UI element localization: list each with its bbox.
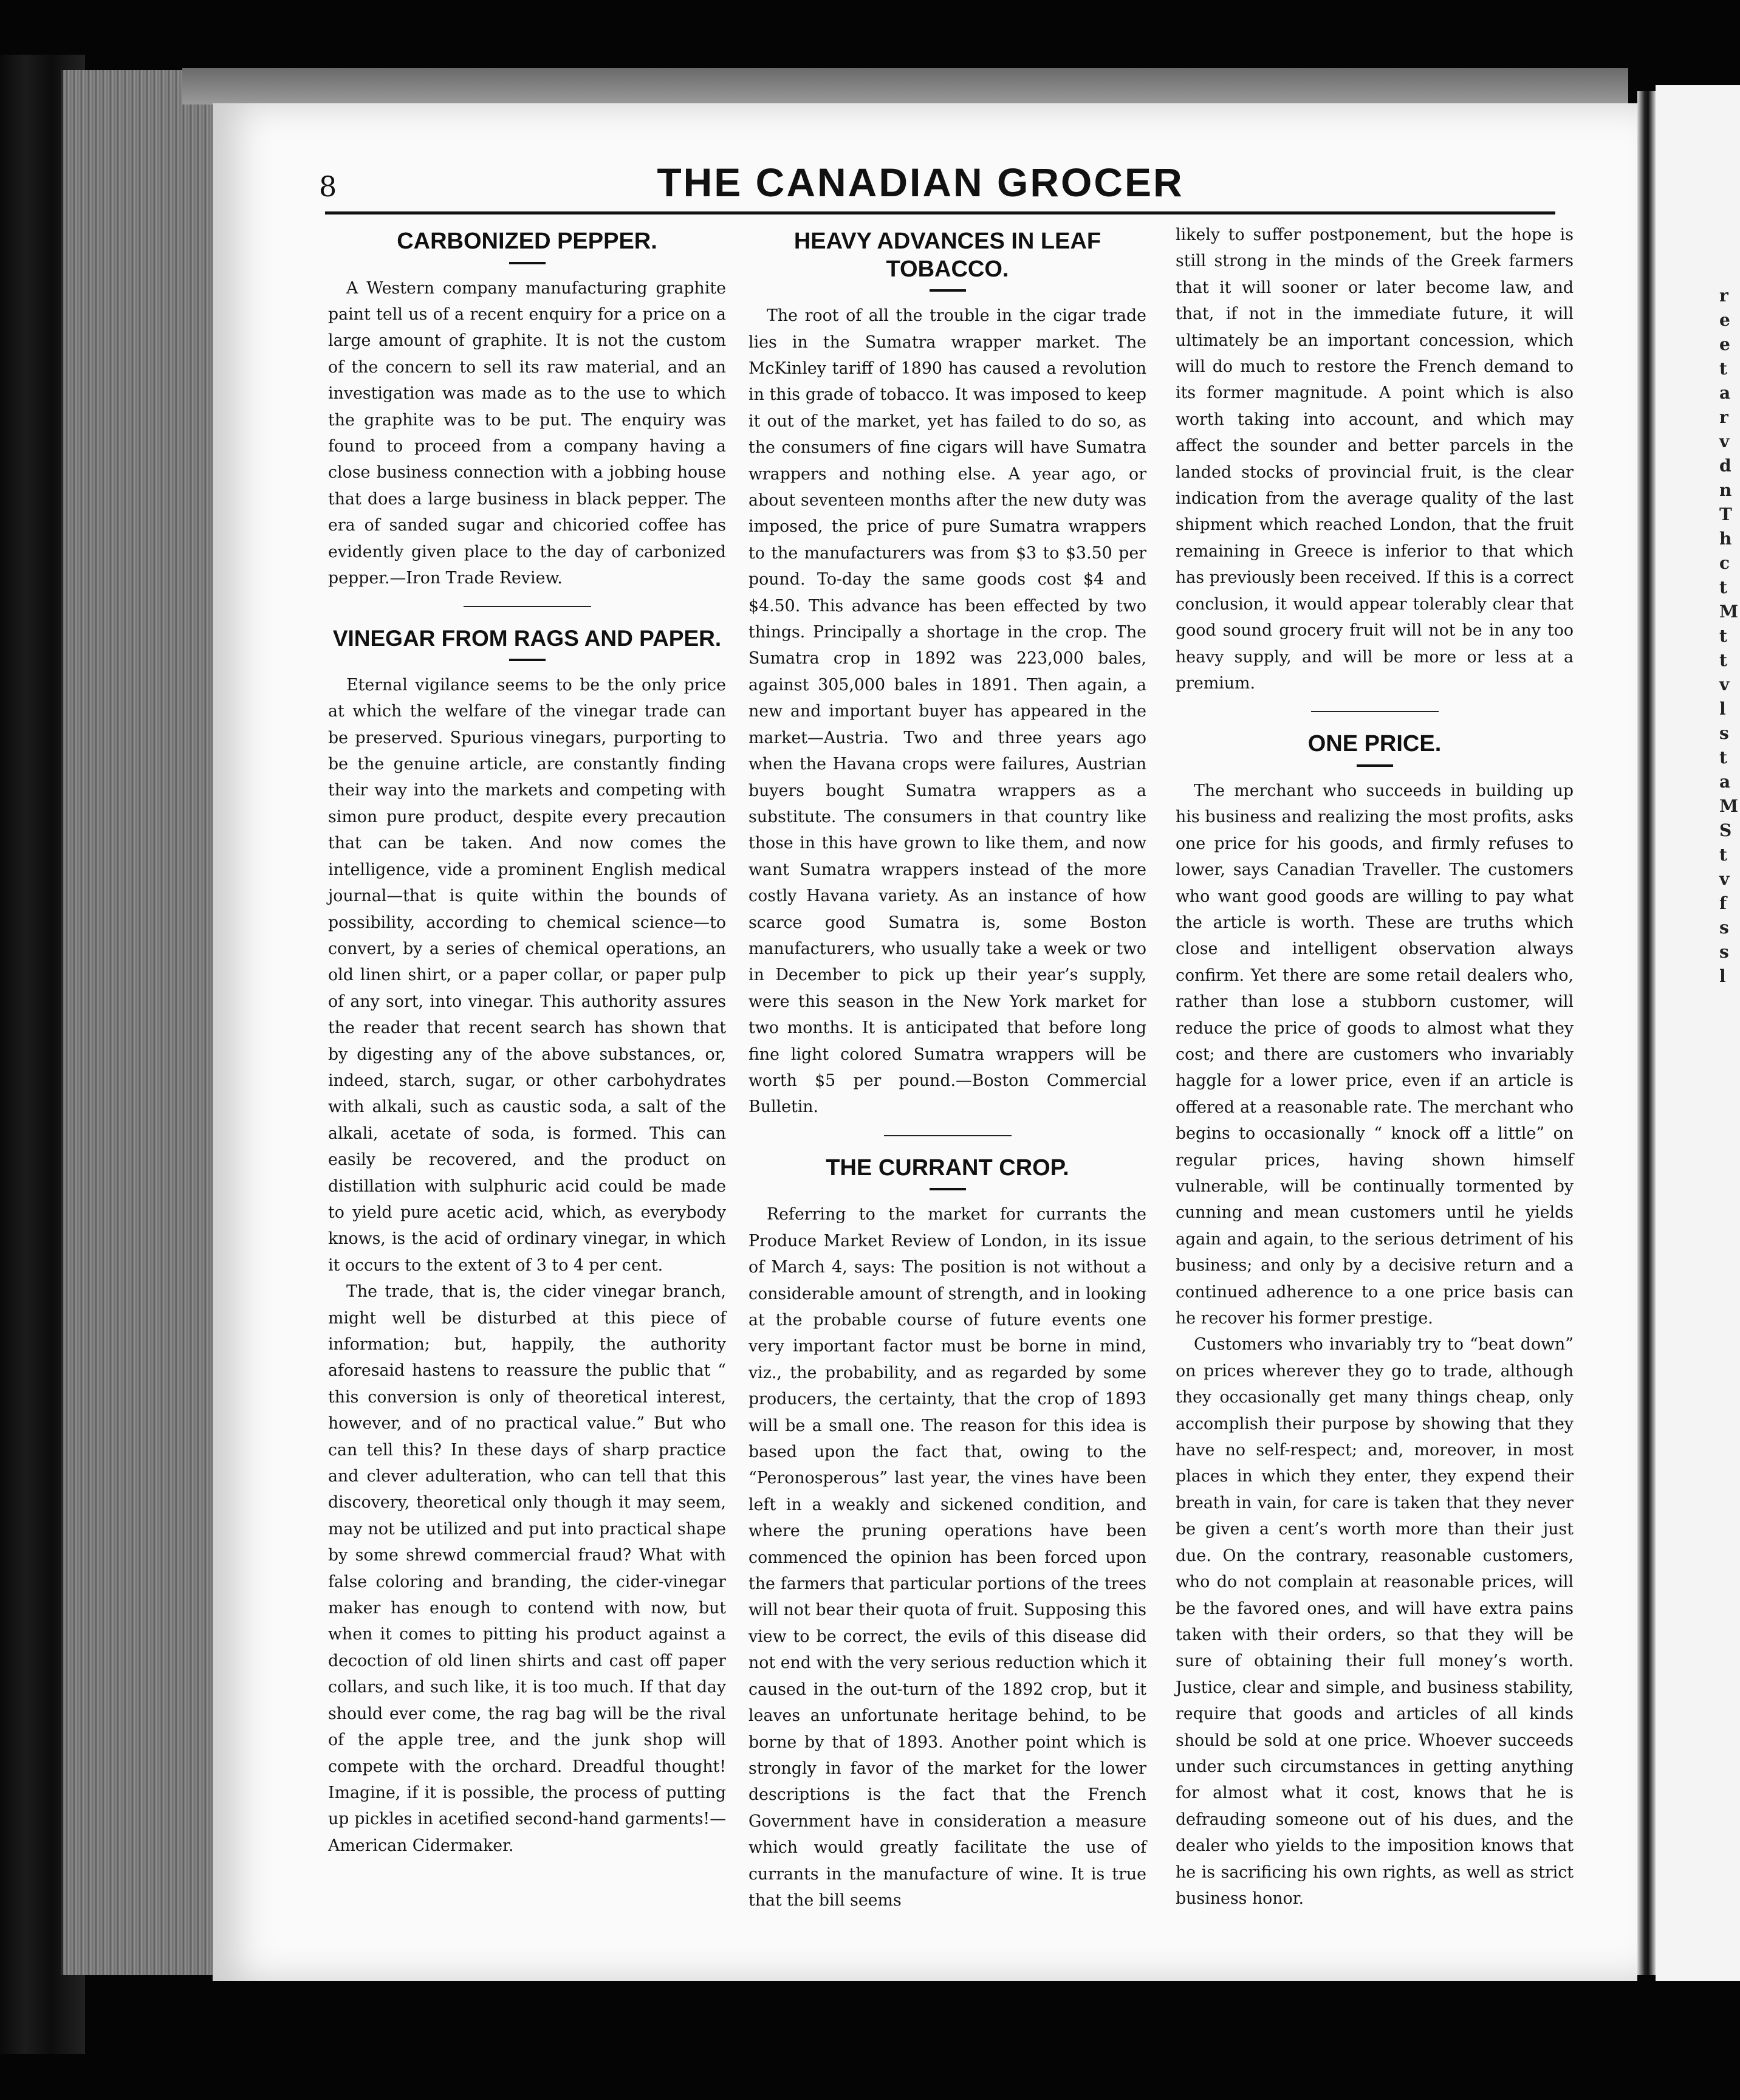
facing-page-letter: t <box>1719 650 1727 670</box>
facing-page-letter: t <box>1719 747 1727 767</box>
facing-page-letter: e <box>1719 334 1730 354</box>
facing-page-letter: s <box>1719 942 1729 962</box>
article-paragraph: Eternal vigilance seems to be the only price at which the welfare of the vinegar trade can be preserved. Spurious vinegars, purporting to be the genuine article, are constantly finding their way into the markets and competing with simon pure product, despite every precaution that can be taken. And now comes the intelligence, vide a prominent English medical journal—that is quite within the bounds of possibility, according to chemical science—to convert, by a series of chemical operations, an old linen shirt, or a paper collar, or paper pulp of any sort, into vinegar. This authority assures the reader that recent search has shown that by digesting any of the above substances, or, indeed, starch, sugar, or other carbohydrates with alkali, such as caustic soda, a salt of the alkali, acetate of soda, is formed. This can easily be recovered, and the product on distillation with sulphuric acid could be made to yield pure acetic acid, which, as everybody knows, is the acid of ordinary vinegar, in which it occurs to the extent of 3 to 4 per cent. <box>328 675 726 1275</box>
header-rule <box>325 211 1555 214</box>
facing-page-letter: a <box>1719 772 1731 792</box>
facing-page-letter: d <box>1719 456 1731 476</box>
facing-page-letter: v <box>1719 674 1730 695</box>
article-paragraph: The merchant who succeeds in building up his business and realizing the most profits, asks one price for his goods, and firmly refuses to lower, says Canadian Traveller. The customers who want good goods are willing to pay what the article is worth. These are truths which close and intelligent observation always confirm. Yet there are some retail dealers who, rather than lose a stubborn customer, will reduce the price of goods to almost what they cost; and there are customers who invariably haggle for a lower price, even if an article is offered at a reasonable rate. The merchant who begins to occasionally “ knock off a little” on regular prices, having shown himself vulnerable, will be continually tormented by cunning and mean customers until he yields again and again, to the serious detriment of his business; and only by a decisive return and a continued adherence to a one price basis can he recover his former prestige. <box>1176 781 1574 1328</box>
facing-page-letter: S <box>1719 820 1732 840</box>
article-separator <box>1311 711 1439 712</box>
column-2 <box>748 228 1146 1913</box>
facing-page-letter: M <box>1719 602 1738 622</box>
book-gutter <box>1637 91 1656 1975</box>
article-paragraph: Referring to the market for currants the Produce Market Review of London, in its issue of March 4, says: The position is not without a considerable amount of strength, and in looking at the probable course of future events one very important factor must be borne in mind, viz., the probability, and as regarded by some producers, the certainty, that the crop of 1893 will be a small one. The reason for this idea is based upon the fact that, owing to the “Peronosperous” last year, the vines have been left in a weakly and sickened condition, and where the pruning operations have been commenced the opinion has been forced upon the farmers that particular portions of the trees will not bear their quota of fruit. Supposing this view to be correct, the evils of this disease did not end with the very serious reduction which it caused in the out-turn of the 1892 crop, but it leaves an unfortunate heritage behind, to be borne by that of 1893. Another point which is strongly in favor of the market for the lower descriptions is the fact that the French Government have in consideration a measure which would greatly facilitate the use of currants in the manufacture of wine. It is true that the bill seems <box>748 1205 1146 1910</box>
article-paragraph: Customers who invariably try to “beat down” on prices wherever they go to trade, although they occasionally get many things cheap, only accomplish their purpose by showing that they have no self-respect; and, moreover, in most places in which they enter, they expend their breath in vain, for care is taken that they never be given a cent’s worth more than their just due. On the contrary, reasonable customers, who do not complain at reasonable prices, will be the favored ones, and will have extra pains taken with their orders, so that they will be sure of obtaining their full money’s worth. Justice, clear and simple, and business stability, require that goods and articles of all kinds should be sold at one price. Whoever succeeds under such circumstances in getting anything for almost what it cost, knows that he is defrauding someone out of his dues, and the dealer who yields to the imposition knows that he is sacrificing his own rights, as well as strict business honor. <box>1176 1335 1574 1908</box>
facing-page-letter: t <box>1719 845 1727 865</box>
article-separator <box>884 1135 1012 1136</box>
facing-page-letter: s <box>1719 918 1729 938</box>
facing-page-letter: s <box>1719 723 1729 743</box>
headline-carbonized-pepper: CARBONIZED PEPPER. <box>397 228 657 254</box>
facing-page-letter: r <box>1719 407 1728 427</box>
facing-page-letter: v <box>1719 431 1730 451</box>
headline-dash <box>1357 764 1393 767</box>
facing-page-letter: f <box>1719 893 1727 913</box>
facing-page-letter: e <box>1719 310 1730 330</box>
facing-page-letter: r <box>1719 286 1728 306</box>
facing-page-letter: n <box>1719 480 1732 500</box>
headline-one-price: ONE PRICE. <box>1307 731 1442 757</box>
article-paragraph: The root of all the trouble in the cigar trade lies in the Sumatra wrapper market. The McKinley tariff of 1890 has caused a revolution in this grade of tobacco. It was imposed to keep it out of the market, yet has failed to do so, as the consumers of fine cigars will have Sumatra wrappers and nothing else. A year ago, or about seventeen months after the new duty was imposed, the price of pure Sumatra wrappers to the manufacturers was from $3 to $3.50 per pound. To-day the same goods cost $4 and $4.50. This advance has been effected by two things. Principally a shortage in the crop. The Sumatra crop in 1892 was 223,000 bales, against 305,000 bales in 1891. Then again, a new and important buyer has appeared in the market—Austria. Two and three years ago when the Havana crops were failures, Austrian buyers bought Sumatra wrappers as a substitute. The consumers in that country like those in this have grown to like them, and now want Sumatra wrappers instead of the more costly Havana variety. As an instance of how scarce good Sumatra is, some Boston manufacturers, who usually take a week or two in December to pick up their year’s supply, were this season in the New York market for two months. It is anticipated that before long fine light colored Sumatra wrappers will be worth $5 per pound.—Boston Commercial Bulletin. <box>748 306 1146 1117</box>
facing-page-letter: t <box>1719 626 1727 646</box>
article-paragraph: A Western company manufacturing graphite paint tell us of a recent enquiry for a price on a large amount of graphite. It is not the custom of the concern to sell its raw material, and an investigation was made as to the use to which the graphite was to be put. The enquiry was found to proceed from a company having a close business connection with a jobbing house that does a large business in black pepper. The era of sanded sugar and chicoried coffee has evidently given place to the day of carbonized pepper.—Iron Trade Review. <box>328 278 726 588</box>
headline-currant-crop: THE CURRANT CROP. <box>826 1155 1069 1181</box>
headline-dash <box>509 659 546 661</box>
column-1 <box>328 228 726 1859</box>
headline-leaf-tobacco: HEAVY ADVANCES IN LEAF TOBACCO. <box>793 228 1101 282</box>
facing-page-letter: T <box>1719 504 1732 524</box>
article-continuation: likely to suffer postponement, but the hope is still strong in the minds of the Greek farmers that it will sooner or later become law, and that, if not in the immediate future, it will ultimately be an important concession, which will do much to restore the French demand to its former magnitude. A point which is also worth taking into account, and which may affect the sounder and better parcels in the landed stocks of provincial fruit, is the clear indication from the average quality of the last shipment which reached London, that the fruit remaining in Greece is inferior to that which has previously been received. If this is a correct conclusion, it would appear tolerably clear that good sound grocery fruit will not be in any too heavy supply, and will be more or less at a premium. <box>1176 225 1574 693</box>
facing-page-letter: c <box>1719 553 1730 573</box>
page-top-edge <box>182 68 1628 105</box>
article-separator <box>464 606 591 607</box>
facing-page-strip <box>1656 85 1740 1981</box>
page-number: 8 <box>319 170 337 203</box>
article-paragraph: The trade, that is, the cider vinegar branch, might well be disturbed at this piece of information; but, happily, the authority aforesaid hastens to reassure the public that “ this conversion is only of theoretical interest, however, and of no practical value.” But who can tell this? In these days of sharp practice and clever adulteration, who can tell that this discovery, theoretical only though it may seem, may not be utilized and put into practical shape by some shrewd commercial fraud? What with false coloring and branding, the cider-vinegar maker has enough to contend with now, but when it comes to pitting his product against a decoction of old linen shirts and cast off paper collars, and such like, it is too much. If that day should ever come, the rag bag will be the rival of the apple tree, and the junk shop will compete with the orchard. Dreadful thought! Imagine, if it is possible, the process of putting up pickles in acetified second-hand garments!—American Cidermaker. <box>328 1282 726 1855</box>
facing-page-letter: l <box>1719 966 1726 986</box>
facing-page-letter: M <box>1719 796 1738 816</box>
page-edges <box>61 70 215 1975</box>
headline-dash <box>930 1188 966 1190</box>
column-3 <box>1176 222 1574 1912</box>
masthead-title: THE CANADIAN GROCER <box>657 160 1184 205</box>
headline-vinegar: VINEGAR FROM RAGS AND PAPER. <box>332 626 722 651</box>
headline-dash <box>509 262 546 264</box>
facing-page-letter: t <box>1719 577 1727 597</box>
facing-page-letter: h <box>1719 529 1732 549</box>
facing-page-letter: a <box>1719 383 1731 403</box>
headline-dash <box>930 289 966 292</box>
facing-page-letter: t <box>1719 359 1727 379</box>
facing-page-letter: l <box>1719 699 1726 719</box>
facing-page-letter: v <box>1719 869 1730 889</box>
